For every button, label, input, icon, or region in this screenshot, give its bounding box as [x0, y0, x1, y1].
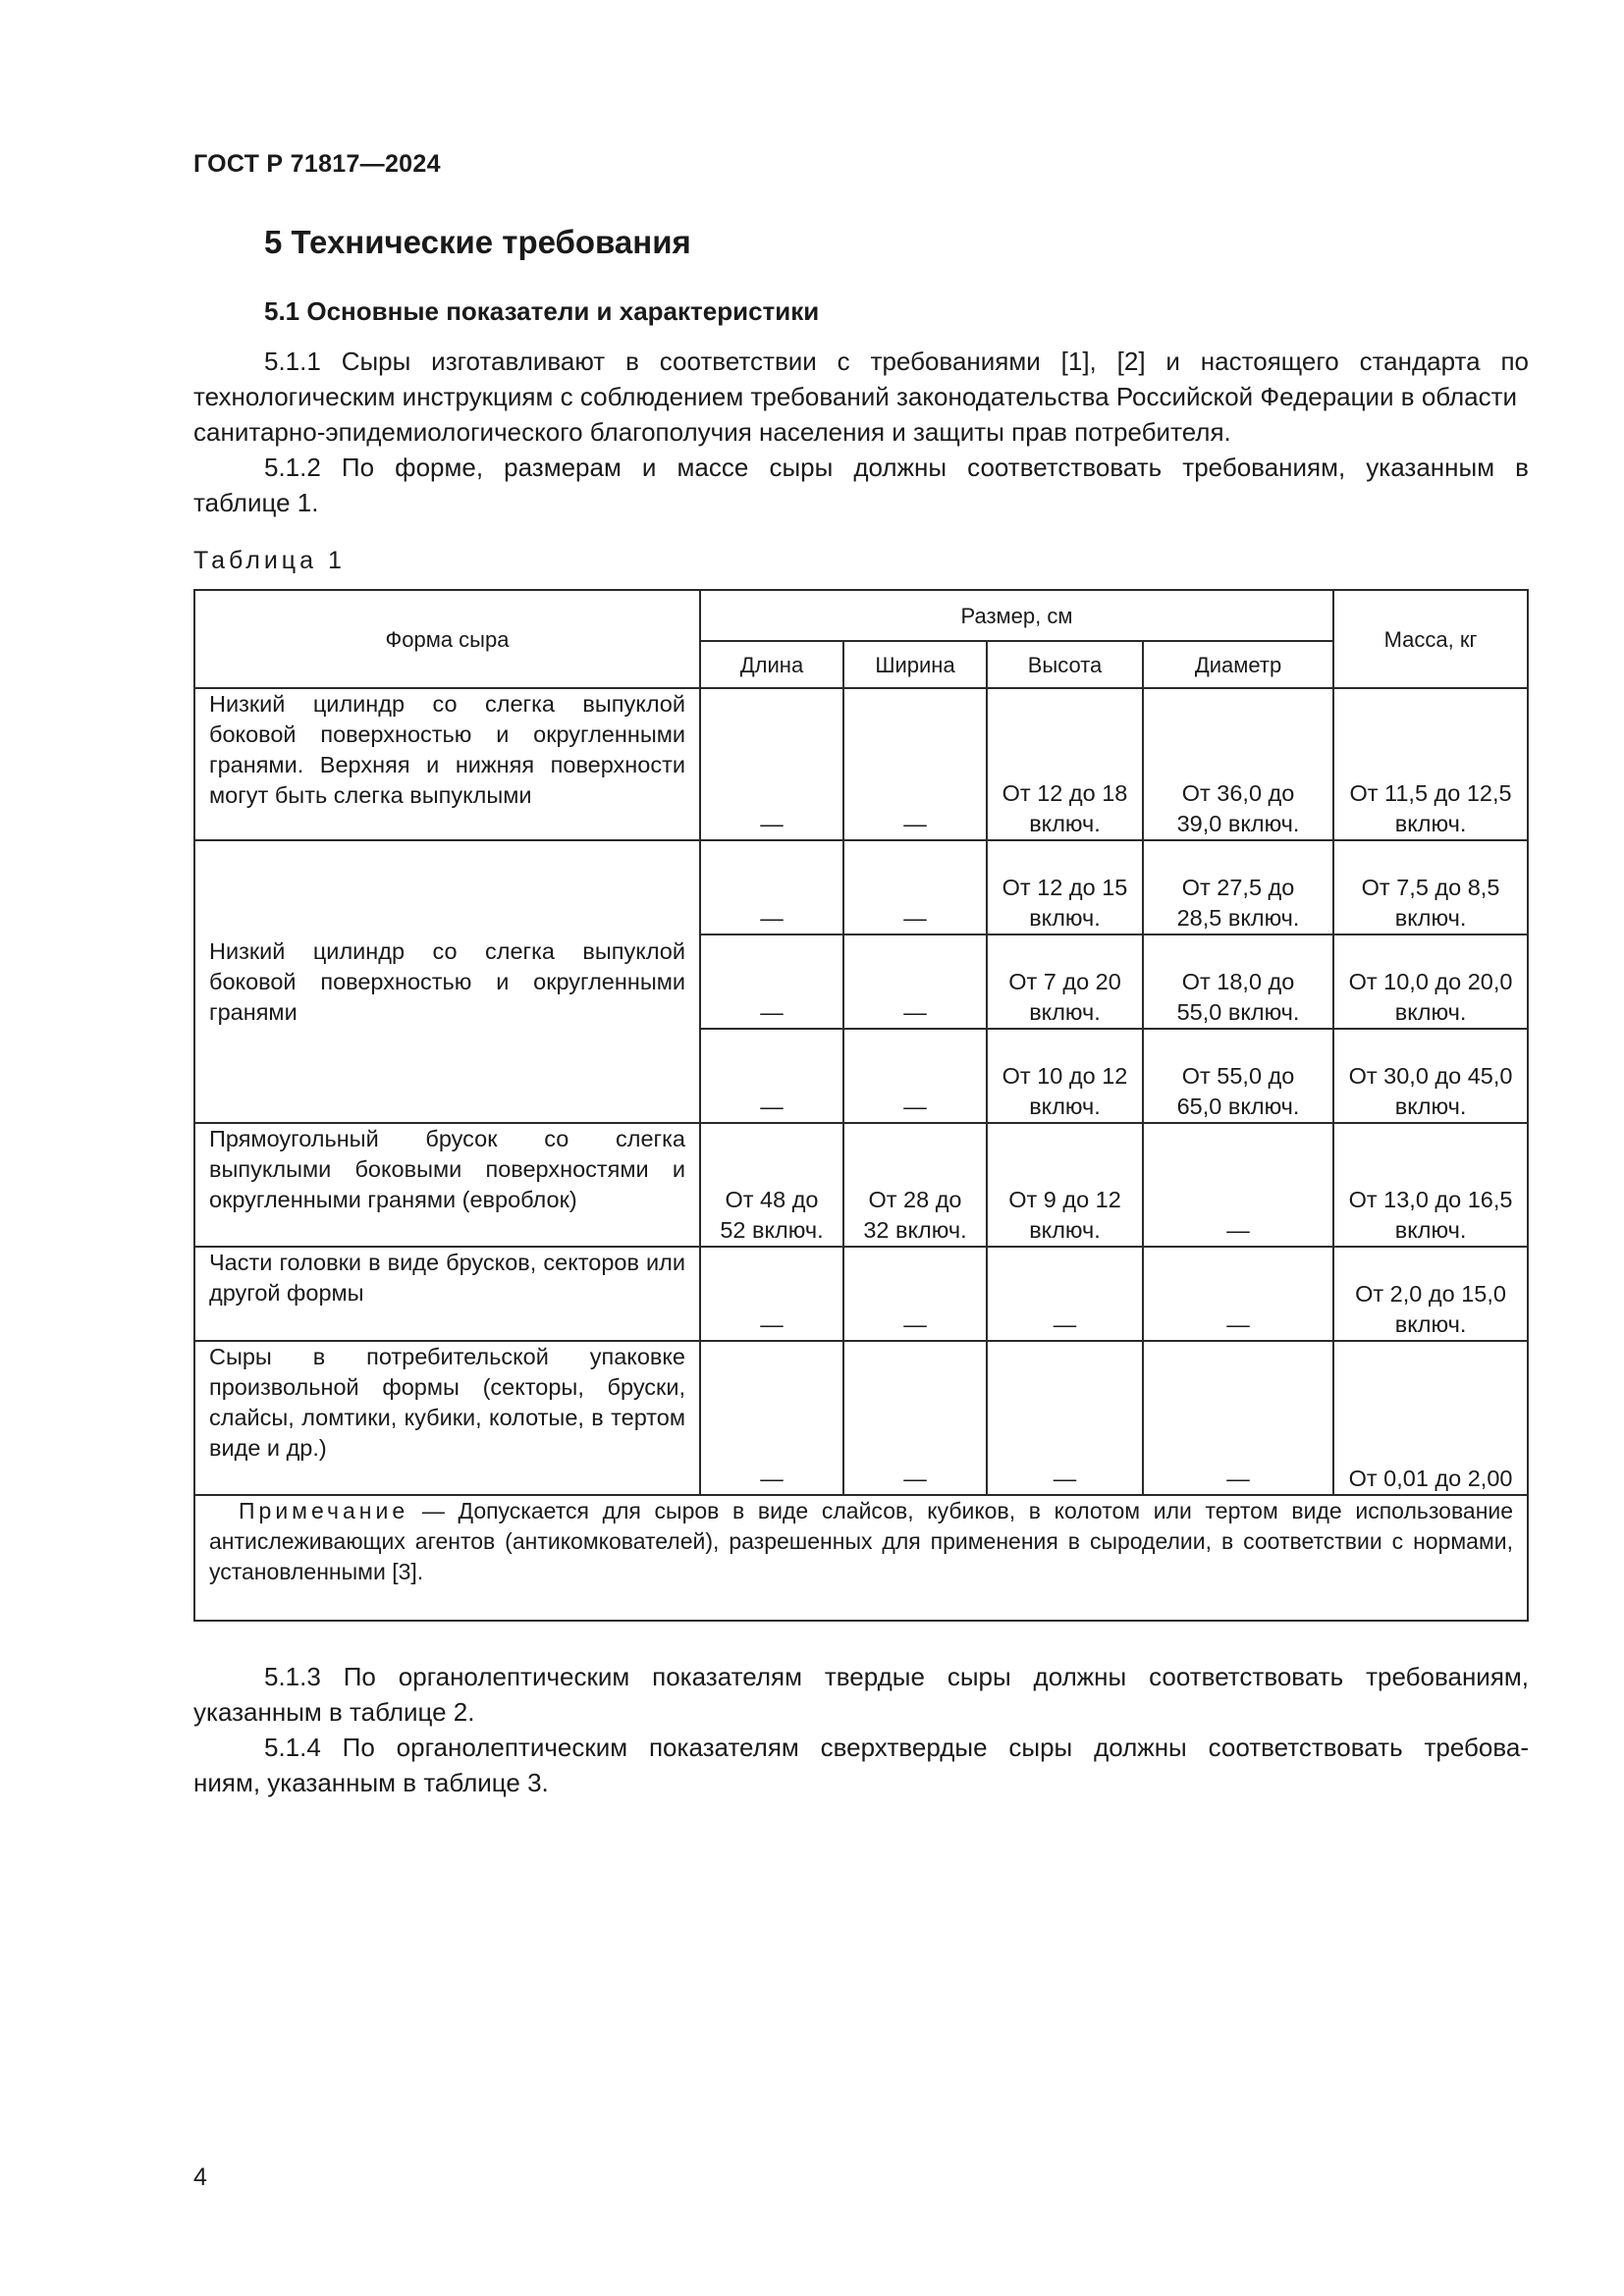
cell-length: —: [700, 688, 843, 840]
cell-length: —: [700, 934, 843, 1029]
cell-length: —: [700, 1029, 843, 1123]
cell-mass: От 7,5 до 8,5 включ.: [1333, 840, 1528, 934]
cell-height: —: [987, 1341, 1143, 1495]
table-note-row: [194, 1495, 1528, 1621]
cell-mass: От 0,01 до 2,00: [1333, 1341, 1528, 1495]
section-title: 5 Технические требования: [264, 224, 691, 260]
cell-height: От 12 до 18 включ.: [987, 688, 1143, 840]
cell-width: —: [843, 840, 987, 934]
header-mass: Масса, кг: [1333, 590, 1528, 688]
note-label: Примечание: [239, 1498, 409, 1523]
cell-mass: От 2,0 до 15,0 включ.: [1333, 1247, 1528, 1341]
table-row: [194, 1247, 1528, 1341]
cell-mass: От 30,0 до 45,0 включ.: [1333, 1029, 1528, 1123]
paragraph-5-1-3: [193, 1659, 1529, 1730]
cell-form: Прямоугольный брусок со слегка выпуклыми боковыми поверхностями и округленными гранями (евроблок): [194, 1123, 700, 1247]
cell-length: От 48 до 52 включ.: [700, 1123, 843, 1247]
cell-diameter: —: [1143, 1123, 1333, 1247]
cell-diameter: От 18,0 до 55,0 включ.: [1143, 934, 1333, 1029]
paragraph-text: указанным в таблице 2.: [193, 1697, 475, 1727]
cell-length: —: [700, 1341, 843, 1495]
table-row: [194, 840, 1528, 934]
paragraph-line: 5.1.3 По органолептическим показателям твердые сыры должны соответствовать требованиям,: [264, 1662, 1529, 1691]
cell-mass: От 11,5 до 12,5 включ.: [1333, 688, 1528, 840]
paragraph-line: 5.1.1 Сыры изготавливают в соответствии с требованиями [1], [2] и настоящего стандарта по: [264, 347, 1529, 376]
table-row: [194, 1123, 1528, 1247]
cell-form: Низкий цилиндр со слегка выпуклой боковой поверхностью и округленными гранями. Верхняя и нижняя поверхности могут быть слегка выпуклыми: [194, 688, 700, 840]
table-cheese-dimensions: [193, 589, 1529, 1622]
cell-diameter: От 27,5 до 28,5 включ.: [1143, 840, 1333, 934]
cell-length: —: [700, 1247, 843, 1341]
cell-height: От 12 до 15 включ.: [987, 840, 1143, 934]
cell-width: —: [843, 688, 987, 840]
header-width: Ширина: [843, 641, 987, 688]
cell-diameter: —: [1143, 1341, 1333, 1495]
header-size: Размер, см: [700, 590, 1333, 641]
subsection-title: 5.1 Основные показатели и характеристики: [264, 296, 820, 326]
cell-height: —: [987, 1247, 1143, 1341]
cell-height: От 10 до 12 включ.: [987, 1029, 1143, 1123]
paragraph-line: 5.1.4 По органолептическим показателям сверхтвердые сыры должны соответствовать требова-: [264, 1733, 1529, 1762]
header-form: Форма сыра: [194, 590, 700, 688]
cell-form: Низкий цилиндр со слегка выпуклой боковой поверхностью и округленными гранями: [194, 840, 700, 1123]
header-diameter: Диаметр: [1143, 641, 1333, 688]
cell-mass: От 10,0 до 20,0 включ.: [1333, 934, 1528, 1029]
page-number: 4: [193, 2163, 207, 2191]
table-label: Таблица 1: [193, 547, 346, 574]
cell-diameter: —: [1143, 1247, 1333, 1341]
paragraph-5-1-4: [193, 1730, 1529, 1800]
paragraph-5-1-1: [193, 344, 1529, 450]
paragraph-text: технологическим инструкциям с соблюдением требований законодательства Российской Федерации в области санитарно-эпидемиологического благополучия населения и защиты прав потребителя.: [193, 382, 1518, 447]
cell-diameter: От 55,0 до 65,0 включ.: [1143, 1029, 1333, 1123]
document-code: ГОСТ Р 71817—2024: [193, 150, 441, 178]
cell-width: —: [843, 1341, 987, 1495]
cell-diameter: От 36,0 до 39,0 включ.: [1143, 688, 1333, 840]
table-row: [194, 1341, 1528, 1495]
cell-width: От 28 до 32 включ.: [843, 1123, 987, 1247]
cell-width: —: [843, 934, 987, 1029]
cell-width: —: [843, 1029, 987, 1123]
cell-length: —: [700, 840, 843, 934]
table-row: [194, 688, 1528, 840]
paragraph-text: таблице 1.: [193, 488, 319, 517]
cell-form: Части головки в виде брусков, секторов или другой формы: [194, 1247, 700, 1341]
header-length: Длина: [700, 641, 843, 688]
cell-height: От 7 до 20 включ.: [987, 934, 1143, 1029]
cell-width: —: [843, 1247, 987, 1341]
paragraph-5-1-2: [193, 450, 1529, 520]
cell-form: Сыры в потребительской упаковке произвольной формы (секторы, бруски, слайсы, ломтики, кубики, колотые, в тертом виде и др.): [194, 1341, 700, 1495]
cell-mass: От 13,0 до 16,5 включ.: [1333, 1123, 1528, 1247]
paragraph-text: ниям, указанным в таблице 3.: [193, 1768, 549, 1797]
header-height: Высота: [987, 641, 1143, 688]
note-text: — Допускается для сыров в виде слайсов, кубиков, в колотом или тертом виде использование антислеживающих агентов (антикомкователей), разрешенных для применения в сыроделии, в соответствии с нормами, установленными [3].: [209, 1498, 1514, 1584]
table-note: [194, 1495, 1528, 1621]
cell-height: От 9 до 12 включ.: [987, 1123, 1143, 1247]
paragraph-line: 5.1.2 По форме, размерам и массе сыры должны соответствовать требованиям, указанным в: [264, 453, 1529, 482]
